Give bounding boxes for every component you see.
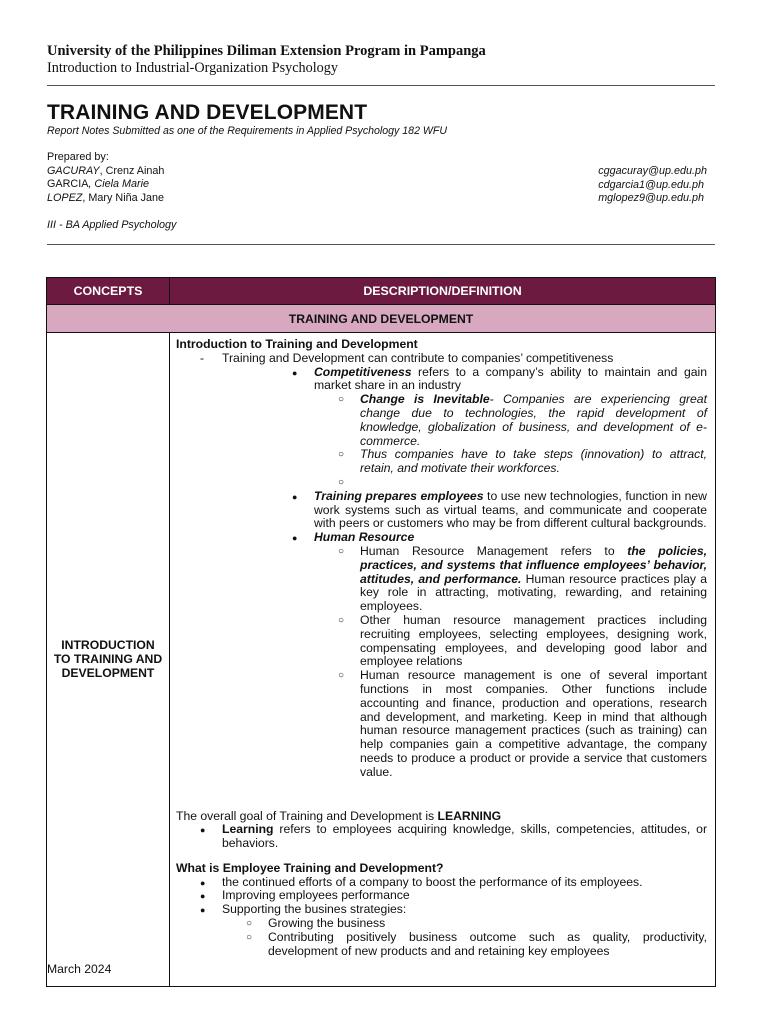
intro-heading: Introduction to Training and Development [176,337,418,351]
list-item: ○ Change is Inevitable- Companies are experiencing great change due to technologies, the rapid development of knowledge, globalization of business, and development of e-commerce. [360,393,707,448]
list-item: ● the continued efforts of a company to boost the performance of its employees. [222,876,707,890]
strategy-list [222,917,707,958]
list-item: ○ Human Resource Management refers to the policies, practices, and systems that influence employees’ behavior, attitudes, and performance. Human resource practices play a key role in attracting, motivating, rewarding, and retaining employees. [360,545,707,614]
description-column-header: DESCRIPTION/DEFINITION [170,278,716,305]
list-item: ● Learning refers to employees acquiring knowledge, skills, competencies, attitudes, or behaviors. [222,823,707,851]
prepared-by-block [47,151,164,205]
author-email: cggacuray@up.edu.ph [598,165,707,177]
change-list [314,393,707,490]
list-item: ● Improving employees performance [222,889,707,903]
goal-statement: The overall goal of Training and Development is LEARNING [176,808,502,823]
university-name: University of the Philippines Diliman Extension Program in Pampanga [47,43,486,59]
list-item: ● Human Resource ○ Human Resource Management refers to the policies, practices, and systems that influence employees’ behavior, attitudes, and performance. Human resource practices play a key role in attracting, motivating, rewarding, and retaining employees. ○ Other human resource management practices including recruiting employees, selecting employees, designing work, compensating employees, and developing good labor and employee relations ○ Human resource management is one of several important functions in most companies. Other functions include accounting and finance, production and operations, research and development, and marketing. Keep in mind that although human resource management practices (such as training) can help companies gain a competitive advantage, the company needs to produce a product or provide a service that customers value. [314,531,707,779]
concept-cell: INTRODUCTION TO TRAINING AND DEVELOPMENT [47,333,170,987]
list-item: ○ Thus companies have to take steps (innovation) to attract, retain, and motivate their workforces. [360,448,707,476]
list-item: ○ Human resource management is one of several important functions in most companies. Other functions include accounting and finance, production and operations, research and development, and marketing. Keep in mind that although human resource management practices (such as training) can help companies gain a competitive advantage, the company needs to produce a product or provide a service that customers value. [360,669,707,779]
course-name: Introduction to Industrial-Organization Psychology [47,60,338,76]
author-name: LOPEZ, Mary Niña Jane [47,191,165,204]
list-item: ○ Growing the business [268,917,707,931]
author-email: mglopez9@up.edu.ph [598,192,704,205]
author-email: cdgarcia1@up.edu.ph [598,178,704,191]
section-header: TRAINING AND DEVELOPMENT [47,305,716,333]
list-item [360,476,707,490]
list-item: ● Training prepares employees to use new technologies, function in new work systems such as virtual teams, and communicate and cooperate with peers or customers who may be from different cultural backgrounds. [314,490,707,531]
section-header-row [47,305,716,333]
learning-list [176,823,707,851]
list-item: ○ Contributing positively business outcome such as quality, productivity, development of new products and and retaining key employees [268,931,707,959]
list-item: ● Competitiveness refers to a company’s ability to maintain and gain market share in an industry ○ Change is Inevitable- Companies are experiencing great change due to technologies, the rapid development of knowledge, globalization of business, and development of e-commerce. ○ Thus companies have to take steps (innovation) to attract, retain, and motivate their workforces. ○ [314,366,707,490]
intro-list [176,352,707,780]
hr-list [314,545,707,780]
concepts-column-header: CONCEPTS [47,278,170,305]
author-name: GARCIA, Ciela Marie [47,178,150,191]
document-subtitle: Report Notes Submitted as one of the Requirements in Applied Psychology 182 WFU [47,125,448,137]
table-row [47,333,716,987]
prepared-by-label: Prepared by: [47,151,109,163]
document-title: TRAINING AND DEVELOPMENT [47,101,368,124]
concepts-table [46,277,716,987]
list-item: ● Supporting the busines strategies: ○ Growing the business ○ Contributing positively business outcome such as quality, productivity, development of new products and and retaining key employees [222,903,707,958]
program-label: III - BA Applied Psychology [47,219,177,231]
document-header [47,43,715,77]
footer-date: March 2024 [47,962,112,976]
what-list [176,876,707,959]
author-emails [598,165,707,206]
author-name: GACURAY, Crenz Ainah [47,164,165,177]
list-item: - Training and Development can contribute to companies’ competitiveness ● Competitiveness refers to a company’s ability to maintain and gain market share in an industry ○ Change is Inevitable- Companies are experiencing great change due to technologies, the rapid development of knowledge, globalization of business, and development of e-commerce. ○ Thus companies have to take steps (innovation) to attract, retain, and motivate their workforces. ○ ● Training prepares employees to use new technologies, function in new work systems such as virtual teams, and communicate and cooperate with peers or customers who may be from different cultural backgrounds. ● Human Resource ○ Human Resource Management refers to the policies, practices, and systems that influence employees’ behavior, attitudes, and performance. Human resource practices play a key role in attracting, motivating, rewarding, and retaining employees. ○ Other human resource management practices including recruiting employees, selecting employees, designing work, compensating employees, and developing good labor and employee relations ○ Human resource management is one of several important functions in most companies. Other functions include accounting and finance, production and operations, research and development, and marketing. Keep in mind that although human resource management practices (such as training) can help companies gain a competitive advantage, the company needs to produce a product or provide a service that customers value. [222,352,707,780]
what-heading: What is Employee Training and Development? [176,860,444,875]
table-header-row [47,278,716,305]
list-item: ○ Other human resource management practices including recruiting employees, selecting employees, designing work, compensating employees, and developing good labor and employee relations [360,614,707,669]
competitiveness-list [222,366,707,780]
description-cell [170,333,716,987]
header-divider [47,85,715,86]
prepared-divider [47,244,715,245]
